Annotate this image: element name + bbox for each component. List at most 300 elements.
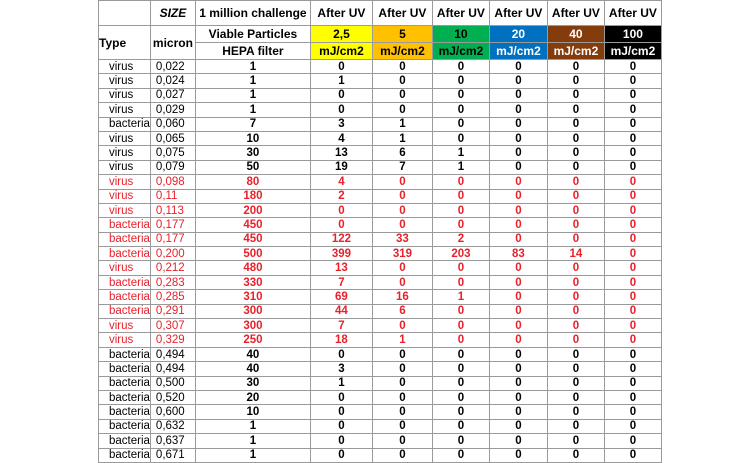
type-cell[interactable]: virus [99, 261, 151, 275]
uv-count-cell[interactable]: 6 [372, 146, 432, 160]
uv-count-cell[interactable]: 4 [310, 131, 372, 145]
table-row [99, 160, 662, 174]
uv-count-cell[interactable]: 0 [310, 434, 372, 448]
uv-count-cell[interactable]: 0 [310, 405, 372, 419]
type-cell[interactable]: virus [99, 319, 151, 333]
header-row-dose [99, 26, 662, 43]
hepa-count-cell[interactable]: 7 [195, 117, 310, 131]
uv-count-cell[interactable]: 0 [547, 131, 604, 145]
uv-count-cell[interactable]: 0 [489, 189, 547, 203]
type-cell[interactable]: virus [99, 103, 151, 117]
uv-count-cell[interactable]: 0 [310, 448, 372, 462]
uv-count-cell[interactable]: 0 [547, 362, 604, 376]
hepa-count-cell[interactable]: 300 [195, 304, 310, 318]
uv-count-cell[interactable]: 0 [604, 261, 661, 275]
uv-count-cell[interactable]: 1 [432, 146, 489, 160]
uv-count-cell[interactable]: 0 [604, 448, 661, 462]
uv-count-cell[interactable]: 7 [310, 319, 372, 333]
uv-count-cell[interactable]: 0 [489, 74, 547, 88]
unit-cell[interactable]: mJ/cm2 [604, 43, 661, 60]
size-cell[interactable]: 0,285 [150, 290, 195, 304]
uv-count-cell[interactable]: 0 [547, 376, 604, 390]
header-challenge[interactable]: 1 million challenge [195, 1, 310, 26]
uv-count-cell[interactable]: 0 [604, 333, 661, 347]
size-cell[interactable]: 0,029 [150, 103, 195, 117]
uv-count-cell[interactable]: 0 [604, 290, 661, 304]
dose-cell-10[interactable]: 10 [432, 26, 489, 43]
uv-count-cell[interactable]: 0 [310, 203, 372, 217]
uv-count-cell[interactable]: 0 [604, 304, 661, 318]
uv-count-cell[interactable]: 0 [432, 333, 489, 347]
uv-count-cell[interactable]: 0 [489, 434, 547, 448]
uv-count-cell[interactable]: 1 [372, 117, 432, 131]
uv-count-cell[interactable]: 19 [310, 160, 372, 174]
uv-count-cell[interactable]: 0 [372, 434, 432, 448]
uv-count-cell[interactable]: 0 [489, 448, 547, 462]
type-cell[interactable]: bacteria [99, 448, 151, 462]
uv-count-cell[interactable]: 0 [604, 405, 661, 419]
table-row [99, 390, 662, 404]
hepa-count-cell[interactable]: 500 [195, 247, 310, 261]
uv-count-cell[interactable]: 0 [604, 218, 661, 232]
uv-count-cell[interactable]: 0 [372, 74, 432, 88]
uv-count-cell[interactable]: 0 [489, 261, 547, 275]
uv-count-cell[interactable]: 0 [489, 376, 547, 390]
table-row [99, 448, 662, 462]
uv-count-cell[interactable]: 0 [432, 362, 489, 376]
uv-count-cell[interactable]: 0 [547, 175, 604, 189]
size-cell[interactable]: 0,671 [150, 448, 195, 462]
uv-count-cell[interactable]: 0 [489, 232, 547, 246]
uv-count-cell[interactable]: 0 [547, 160, 604, 174]
uv-count-cell[interactable]: 0 [432, 419, 489, 433]
uv-count-cell[interactable]: 0 [489, 362, 547, 376]
uv-count-cell[interactable]: 13 [310, 261, 372, 275]
table-row [99, 275, 662, 289]
uv-count-cell[interactable]: 0 [604, 60, 661, 74]
table-row [99, 74, 662, 88]
size-cell[interactable]: 0,500 [150, 376, 195, 390]
uv-count-cell[interactable]: 0 [432, 405, 489, 419]
uv-count-cell[interactable]: 0 [432, 304, 489, 318]
hepa-count-cell[interactable]: 20 [195, 390, 310, 404]
uv-count-cell[interactable]: 0 [432, 189, 489, 203]
size-cell[interactable]: 0,113 [150, 203, 195, 217]
uv-count-cell[interactable]: 0 [372, 448, 432, 462]
uv-count-cell[interactable]: 0 [604, 434, 661, 448]
uv-count-cell[interactable]: 0 [547, 103, 604, 117]
hepa-count-cell[interactable]: 1 [195, 103, 310, 117]
hepa-count-cell[interactable]: 1 [195, 88, 310, 102]
uv-count-cell[interactable]: 14 [547, 247, 604, 261]
uv-count-cell[interactable]: 0 [432, 88, 489, 102]
uv-count-cell[interactable]: 0 [432, 103, 489, 117]
uv-count-cell[interactable]: 0 [604, 376, 661, 390]
hepa-count-cell[interactable]: 310 [195, 290, 310, 304]
type-cell[interactable]: virus [99, 74, 151, 88]
size-cell[interactable]: 0,632 [150, 419, 195, 433]
uv-count-cell[interactable]: 7 [310, 275, 372, 289]
uv-count-cell[interactable]: 0 [547, 290, 604, 304]
uv-count-cell[interactable]: 0 [604, 175, 661, 189]
uv-count-cell[interactable]: 0 [604, 103, 661, 117]
table-row [99, 347, 662, 361]
uv-count-cell[interactable]: 33 [372, 232, 432, 246]
uv-count-cell[interactable]: 0 [547, 232, 604, 246]
hepa-count-cell[interactable]: 1 [195, 434, 310, 448]
uv-count-cell[interactable]: 0 [547, 261, 604, 275]
size-cell[interactable]: 0,024 [150, 74, 195, 88]
unit-cell[interactable]: mJ/cm2 [372, 43, 432, 60]
uv-count-cell[interactable]: 0 [547, 405, 604, 419]
size-cell[interactable]: 0,600 [150, 405, 195, 419]
unit-cell[interactable]: mJ/cm2 [489, 43, 547, 60]
table-row [99, 261, 662, 275]
unit-cell[interactable]: mJ/cm2 [310, 43, 372, 60]
type-cell[interactable]: bacteria [99, 390, 151, 404]
uv-count-cell[interactable]: 0 [489, 319, 547, 333]
uv-count-cell[interactable]: 0 [372, 261, 432, 275]
table-row [99, 376, 662, 390]
size-cell[interactable]: 0,494 [150, 347, 195, 361]
uv-count-cell[interactable]: 0 [432, 390, 489, 404]
uv-count-cell[interactable]: 0 [547, 74, 604, 88]
table-row [99, 117, 662, 131]
header-after-uv-5[interactable]: After UV [547, 1, 604, 26]
header-hepa-filter[interactable]: HEPA filter [195, 43, 310, 60]
size-cell[interactable]: 0,079 [150, 160, 195, 174]
size-cell[interactable]: 0,637 [150, 434, 195, 448]
hepa-count-cell[interactable]: 180 [195, 189, 310, 203]
uv-count-cell[interactable]: 0 [372, 362, 432, 376]
uv-count-cell[interactable]: 16 [372, 290, 432, 304]
type-cell[interactable]: bacteria [99, 218, 151, 232]
uv-count-cell[interactable]: 0 [489, 275, 547, 289]
uv-count-cell[interactable]: 0 [372, 203, 432, 217]
uv-count-cell[interactable]: 0 [489, 218, 547, 232]
uv-count-cell[interactable]: 0 [310, 218, 372, 232]
header-row-top [99, 1, 662, 26]
size-cell[interactable]: 0,200 [150, 247, 195, 261]
uv-count-cell[interactable]: 0 [432, 175, 489, 189]
uv-count-cell[interactable]: 0 [310, 88, 372, 102]
header-cell[interactable] [99, 1, 151, 26]
header-after-uv-6[interactable]: After UV [604, 1, 661, 26]
uv-count-cell[interactable]: 0 [372, 60, 432, 74]
uv-count-cell[interactable]: 0 [372, 405, 432, 419]
hepa-count-cell[interactable]: 50 [195, 160, 310, 174]
type-cell[interactable]: bacteria [99, 290, 151, 304]
type-cell[interactable]: bacteria [99, 434, 151, 448]
uv-count-cell[interactable]: 0 [489, 175, 547, 189]
uv-count-cell[interactable]: 0 [547, 275, 604, 289]
uv-count-cell[interactable]: 0 [372, 376, 432, 390]
uv-count-cell[interactable]: 44 [310, 304, 372, 318]
uv-count-cell[interactable]: 0 [310, 390, 372, 404]
uv-count-cell[interactable]: 0 [604, 146, 661, 160]
uv-count-cell[interactable]: 0 [547, 88, 604, 102]
uv-count-cell[interactable]: 18 [310, 333, 372, 347]
uv-count-cell[interactable]: 0 [372, 175, 432, 189]
uv-count-cell[interactable]: 4 [310, 175, 372, 189]
header-type[interactable]: Type [99, 26, 151, 60]
uv-count-cell[interactable]: 0 [547, 304, 604, 318]
type-cell[interactable]: virus [99, 333, 151, 347]
uv-count-cell[interactable]: 0 [547, 448, 604, 462]
uv-count-cell[interactable]: 0 [604, 74, 661, 88]
uv-count-cell[interactable]: 0 [372, 419, 432, 433]
hepa-count-cell[interactable]: 200 [195, 203, 310, 217]
uv-count-cell[interactable]: 0 [489, 88, 547, 102]
size-cell[interactable]: 0,520 [150, 390, 195, 404]
type-cell[interactable]: virus [99, 88, 151, 102]
dose-cell-5[interactable]: 5 [372, 26, 432, 43]
uv-count-cell[interactable]: 0 [604, 390, 661, 404]
uv-count-cell[interactable]: 0 [432, 261, 489, 275]
uv-count-cell[interactable]: 0 [489, 405, 547, 419]
uv-count-cell[interactable]: 0 [372, 88, 432, 102]
uv-count-cell[interactable]: 0 [372, 390, 432, 404]
uv-count-cell[interactable]: 0 [547, 203, 604, 217]
uv-count-cell[interactable]: 1 [372, 333, 432, 347]
uv-count-cell[interactable]: 6 [372, 304, 432, 318]
uv-count-cell[interactable]: 0 [547, 434, 604, 448]
size-cell[interactable]: 0,177 [150, 232, 195, 246]
size-cell[interactable]: 0,307 [150, 319, 195, 333]
uv-count-cell[interactable]: 0 [604, 203, 661, 217]
size-cell[interactable]: 0,065 [150, 131, 195, 145]
uv-count-cell[interactable]: 1 [432, 160, 489, 174]
size-cell[interactable]: 0,075 [150, 146, 195, 160]
uv-count-cell[interactable]: 0 [604, 275, 661, 289]
uv-count-cell[interactable]: 0 [604, 319, 661, 333]
type-cell[interactable]: bacteria [99, 232, 151, 246]
size-cell[interactable]: 0,283 [150, 275, 195, 289]
uv-count-cell[interactable]: 399 [310, 247, 372, 261]
hepa-count-cell[interactable]: 10 [195, 131, 310, 145]
uv-count-cell[interactable]: 3 [310, 117, 372, 131]
header-after-uv-2[interactable]: After UV [372, 1, 432, 26]
dose-cell-2-5[interactable]: 2,5 [310, 26, 372, 43]
uv-count-cell[interactable]: 0 [489, 333, 547, 347]
type-cell[interactable]: bacteria [99, 376, 151, 390]
uv-count-cell[interactable]: 0 [432, 376, 489, 390]
uv-count-cell[interactable]: 83 [489, 247, 547, 261]
size-cell[interactable]: 0,329 [150, 333, 195, 347]
uv-count-cell[interactable]: 0 [604, 189, 661, 203]
uv-count-cell[interactable]: 0 [604, 88, 661, 102]
uv-count-cell[interactable]: 0 [432, 117, 489, 131]
uv-count-cell[interactable]: 0 [489, 203, 547, 217]
uv-count-cell[interactable]: 0 [489, 304, 547, 318]
uv-count-cell[interactable]: 0 [604, 117, 661, 131]
size-cell[interactable]: 0,212 [150, 261, 195, 275]
dose-cell-40[interactable]: 40 [547, 26, 604, 43]
type-cell[interactable]: bacteria [99, 304, 151, 318]
unit-cell[interactable]: mJ/cm2 [547, 43, 604, 60]
hepa-count-cell[interactable]: 1 [195, 448, 310, 462]
uv-count-cell[interactable]: 0 [547, 218, 604, 232]
size-cell[interactable]: 0,11 [150, 189, 195, 203]
size-cell[interactable]: 0,098 [150, 175, 195, 189]
uv-count-cell[interactable]: 0 [432, 448, 489, 462]
uv-count-cell[interactable]: 0 [489, 290, 547, 304]
hepa-count-cell[interactable]: 330 [195, 275, 310, 289]
uv-count-cell[interactable]: 0 [547, 117, 604, 131]
type-cell[interactable]: bacteria [99, 405, 151, 419]
type-cell[interactable]: bacteria [99, 247, 151, 261]
uv-count-cell[interactable]: 0 [310, 419, 372, 433]
size-cell[interactable]: 0,177 [150, 218, 195, 232]
uv-count-cell[interactable]: 203 [432, 247, 489, 261]
uv-count-cell[interactable]: 0 [489, 160, 547, 174]
uv-count-cell[interactable]: 0 [432, 131, 489, 145]
uv-count-cell[interactable]: 319 [372, 247, 432, 261]
uv-count-cell[interactable]: 0 [547, 319, 604, 333]
uv-count-cell[interactable]: 0 [547, 60, 604, 74]
hepa-count-cell[interactable]: 300 [195, 319, 310, 333]
table-row [99, 434, 662, 448]
uv-count-cell[interactable]: 0 [432, 275, 489, 289]
uv-count-cell[interactable]: 122 [310, 232, 372, 246]
header-viable-particles[interactable]: Viable Particles [195, 26, 310, 43]
uv-count-cell[interactable]: 0 [604, 131, 661, 145]
hepa-count-cell[interactable]: 1 [195, 74, 310, 88]
hepa-count-cell[interactable]: 450 [195, 218, 310, 232]
uv-count-cell[interactable]: 0 [372, 275, 432, 289]
uv-count-cell[interactable]: 0 [310, 60, 372, 74]
size-cell[interactable]: 0,060 [150, 117, 195, 131]
unit-cell[interactable]: mJ/cm2 [432, 43, 489, 60]
uv-count-cell[interactable]: 0 [547, 189, 604, 203]
uv-count-cell[interactable]: 0 [432, 74, 489, 88]
uv-count-cell[interactable]: 0 [489, 60, 547, 74]
uv-count-cell[interactable]: 0 [547, 347, 604, 361]
header-micron[interactable]: micron [150, 26, 195, 60]
uv-count-cell[interactable]: 0 [372, 103, 432, 117]
uv-count-cell[interactable]: 0 [604, 419, 661, 433]
hepa-count-cell[interactable]: 250 [195, 333, 310, 347]
uv-count-cell[interactable]: 0 [489, 117, 547, 131]
uv-count-cell[interactable]: 2 [432, 232, 489, 246]
uv-count-cell[interactable]: 0 [489, 131, 547, 145]
uv-count-cell[interactable]: 1 [372, 131, 432, 145]
type-cell[interactable]: bacteria [99, 362, 151, 376]
uv-count-cell[interactable]: 1 [310, 74, 372, 88]
uv-count-cell[interactable]: 1 [432, 290, 489, 304]
hepa-count-cell[interactable]: 80 [195, 175, 310, 189]
table-row [99, 146, 662, 160]
hepa-count-cell[interactable]: 30 [195, 146, 310, 160]
hepa-count-cell[interactable]: 40 [195, 347, 310, 361]
dose-cell-20[interactable]: 20 [489, 26, 547, 43]
uv-count-cell[interactable]: 7 [372, 160, 432, 174]
hepa-count-cell[interactable]: 480 [195, 261, 310, 275]
uv-count-cell[interactable]: 0 [489, 419, 547, 433]
table-row [99, 290, 662, 304]
uv-count-cell[interactable]: 69 [310, 290, 372, 304]
type-cell[interactable]: virus [99, 146, 151, 160]
uv-count-cell[interactable]: 13 [310, 146, 372, 160]
table-row [99, 60, 662, 74]
uv-count-cell[interactable]: 0 [604, 160, 661, 174]
uv-count-cell[interactable]: 0 [547, 146, 604, 160]
type-cell[interactable]: virus [99, 60, 151, 74]
uv-count-cell[interactable]: 0 [432, 434, 489, 448]
uv-count-cell[interactable]: 3 [310, 362, 372, 376]
hepa-count-cell[interactable]: 10 [195, 405, 310, 419]
table-row [99, 319, 662, 333]
type-cell[interactable]: virus [99, 203, 151, 217]
uv-count-cell[interactable]: 0 [489, 146, 547, 160]
header-after-uv-3[interactable]: After UV [432, 1, 489, 26]
uv-count-cell[interactable]: 1 [310, 376, 372, 390]
uv-count-cell[interactable]: 0 [310, 347, 372, 361]
size-cell[interactable]: 0,494 [150, 362, 195, 376]
size-cell[interactable]: 0,291 [150, 304, 195, 318]
uv-challenge-table [98, 0, 662, 463]
table-row [99, 232, 662, 246]
type-cell[interactable]: virus [99, 189, 151, 203]
uv-count-cell[interactable]: 0 [432, 218, 489, 232]
uv-count-cell[interactable]: 0 [372, 319, 432, 333]
type-cell[interactable]: bacteria [99, 275, 151, 289]
type-cell[interactable]: bacteria [99, 419, 151, 433]
type-cell[interactable]: bacteria [99, 117, 151, 131]
table-row [99, 203, 662, 217]
uv-count-cell[interactable]: 0 [432, 347, 489, 361]
type-cell[interactable]: bacteria [99, 347, 151, 361]
type-cell[interactable]: virus [99, 160, 151, 174]
uv-count-cell[interactable]: 0 [489, 103, 547, 117]
uv-count-cell[interactable]: 0 [489, 390, 547, 404]
uv-count-cell[interactable]: 0 [547, 419, 604, 433]
uv-count-cell[interactable]: 0 [432, 60, 489, 74]
uv-count-cell[interactable]: 0 [604, 232, 661, 246]
dose-cell-100[interactable]: 100 [604, 26, 661, 43]
table-row [99, 247, 662, 261]
header-size[interactable]: SIZE [150, 1, 195, 26]
uv-count-cell[interactable]: 0 [310, 103, 372, 117]
uv-count-cell[interactable]: 0 [547, 390, 604, 404]
type-cell[interactable]: virus [99, 131, 151, 145]
uv-count-cell[interactable]: 0 [372, 347, 432, 361]
uv-count-cell[interactable]: 0 [604, 347, 661, 361]
uv-count-cell[interactable]: 0 [372, 189, 432, 203]
hepa-count-cell[interactable]: 1 [195, 419, 310, 433]
hepa-count-cell[interactable]: 1 [195, 60, 310, 74]
uv-count-cell[interactable]: 0 [432, 319, 489, 333]
table-row [99, 131, 662, 145]
uv-count-cell[interactable]: 0 [432, 203, 489, 217]
hepa-count-cell[interactable]: 30 [195, 376, 310, 390]
hepa-count-cell[interactable]: 450 [195, 232, 310, 246]
table-row [99, 88, 662, 102]
table-row [99, 405, 662, 419]
uv-count-cell[interactable]: 2 [310, 189, 372, 203]
size-cell[interactable]: 0,027 [150, 88, 195, 102]
uv-count-cell[interactable]: 0 [604, 247, 661, 261]
type-cell[interactable]: virus [99, 175, 151, 189]
uv-count-cell[interactable]: 0 [547, 333, 604, 347]
header-after-uv-4[interactable]: After UV [489, 1, 547, 26]
header-after-uv-1[interactable]: After UV [310, 1, 372, 26]
uv-count-cell[interactable]: 0 [604, 362, 661, 376]
uv-count-cell[interactable]: 0 [489, 347, 547, 361]
hepa-count-cell[interactable]: 40 [195, 362, 310, 376]
size-cell[interactable]: 0,022 [150, 60, 195, 74]
uv-count-cell[interactable]: 0 [372, 218, 432, 232]
